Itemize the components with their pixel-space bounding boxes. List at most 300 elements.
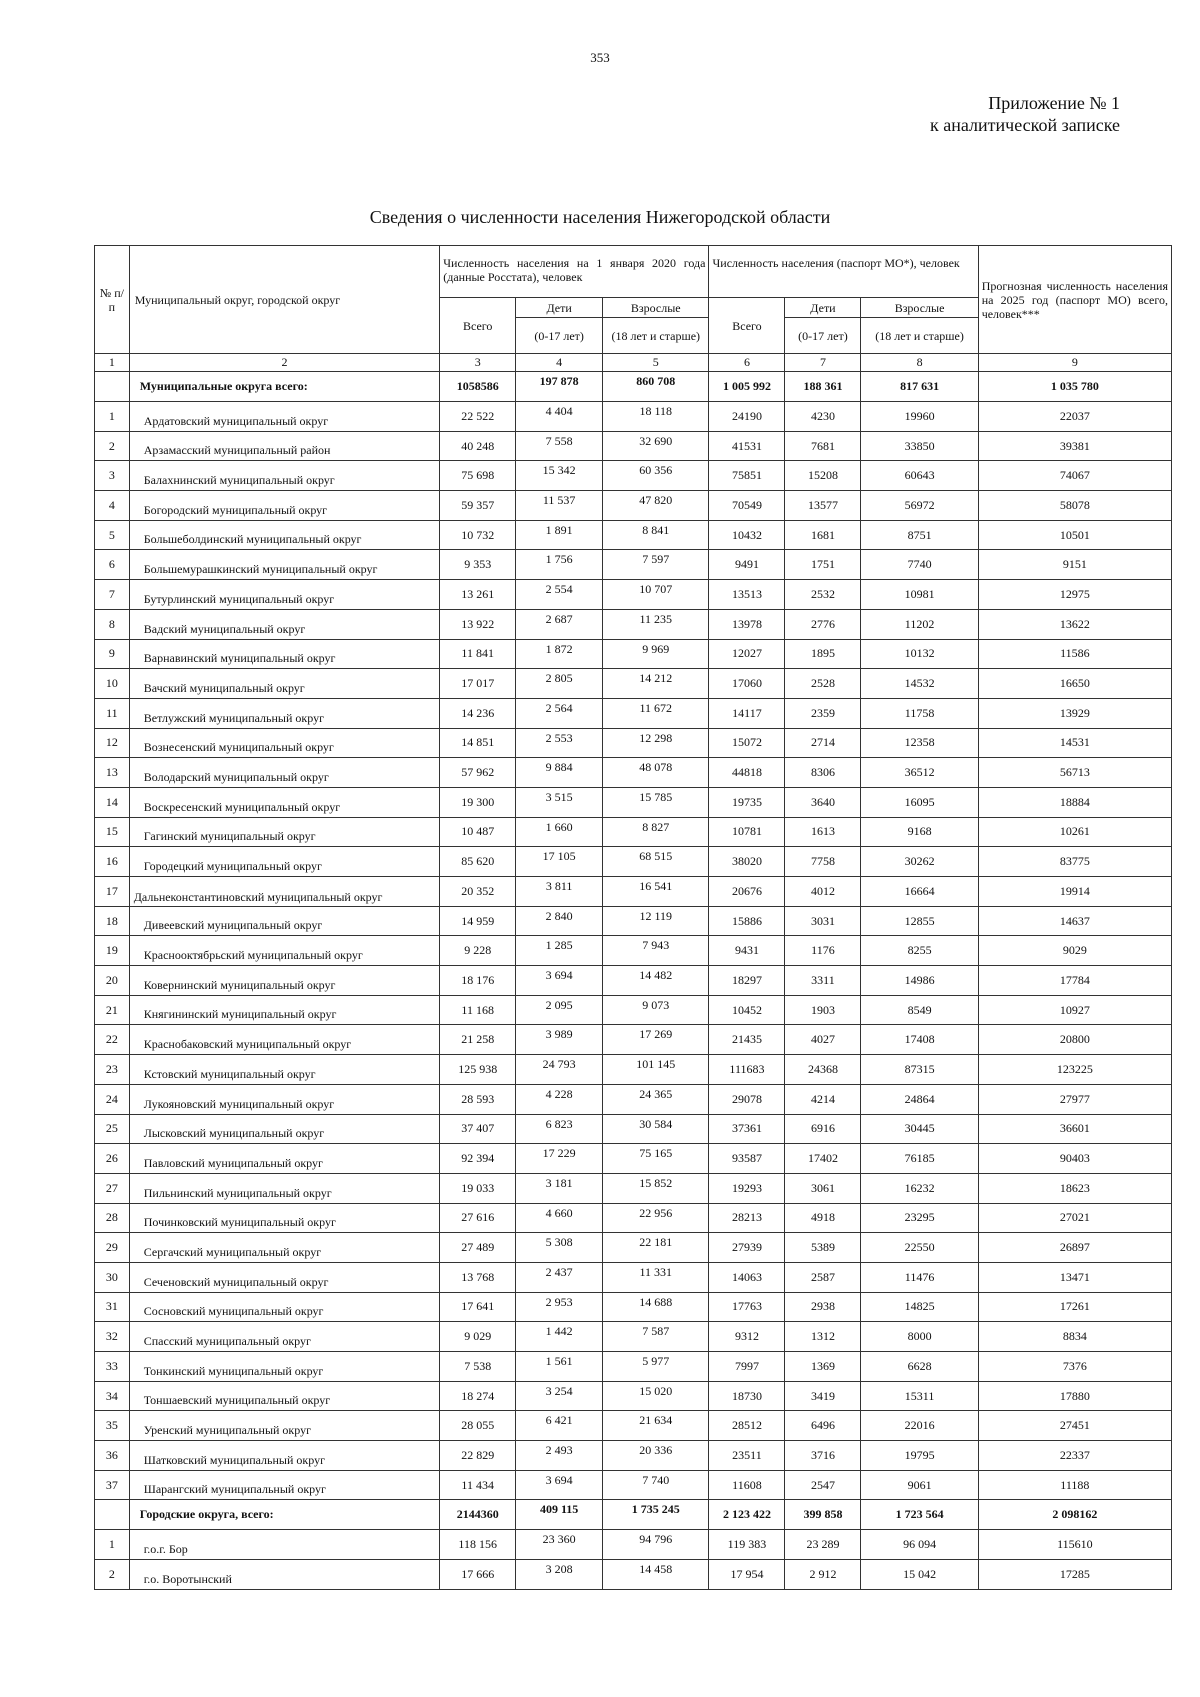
row-value: 28213 (709, 1203, 785, 1233)
row-value: 11758 (861, 698, 978, 728)
row-value: 15 042 (861, 1560, 978, 1590)
row-value: 10 732 (440, 520, 516, 550)
row-value: 9431 (709, 936, 785, 966)
row-value: 10 707 (603, 580, 709, 610)
row-value: 4027 (785, 1025, 861, 1055)
row-value: 123225 (978, 1055, 1171, 1085)
row-value: 2528 (785, 669, 861, 699)
row-value: 83775 (978, 847, 1171, 877)
row-value: 36601 (978, 1114, 1171, 1144)
row-value: 27 489 (440, 1233, 516, 1263)
row-index: 2 (95, 431, 130, 461)
table-row (95, 1441, 1172, 1471)
table-row (95, 1262, 1172, 1292)
row-value: 93587 (709, 1144, 785, 1174)
row-name: Сергачский муниципальный округ (129, 1233, 439, 1263)
row-value: 21 634 (603, 1411, 709, 1441)
row-value: 101 145 (603, 1055, 709, 1085)
row-value: 23295 (861, 1203, 978, 1233)
row-name: Шатковский муниципальный округ (129, 1441, 439, 1471)
row-index: 4 (95, 491, 130, 521)
table-row (95, 1292, 1172, 1322)
row-value: 18884 (978, 787, 1171, 817)
row-value: 57 962 (440, 758, 516, 788)
table-row (95, 669, 1172, 699)
row-value: 2587 (785, 1262, 861, 1292)
row-value: 74067 (978, 461, 1171, 491)
row-index: 25 (95, 1114, 130, 1144)
table-row (95, 1352, 1172, 1382)
row-value: 1681 (785, 520, 861, 550)
row-index: 29 (95, 1233, 130, 1263)
row-index: 7 (95, 580, 130, 610)
row-value: 1895 (785, 639, 861, 669)
row-value: 9151 (978, 550, 1171, 580)
appendix-caption (930, 92, 1120, 136)
row-value: 11586 (978, 639, 1171, 669)
row-index: 19 (95, 936, 130, 966)
row-value: 27939 (709, 1233, 785, 1263)
row-value: 21435 (709, 1025, 785, 1055)
row-name: Ковернинский муниципальный округ (129, 966, 439, 996)
header-passport-children-age: (0-17 лет) (785, 318, 861, 354)
table-row (95, 1381, 1172, 1411)
row-value: 13 261 (440, 580, 516, 610)
row-value: 11 168 (440, 995, 516, 1025)
table-row (95, 1560, 1172, 1590)
table-row (95, 1411, 1172, 1441)
row-value: 16664 (861, 877, 978, 907)
column-number: 9 (978, 354, 1171, 372)
row-value: 11 672 (603, 698, 709, 728)
row-value: 4 404 (516, 402, 603, 432)
table-row (95, 995, 1172, 1025)
row-value: 27 616 (440, 1203, 516, 1233)
table-row (95, 520, 1172, 550)
row-name: Вачский муниципальный округ (129, 669, 439, 699)
table-row (95, 1322, 1172, 1352)
row-value: 4918 (785, 1203, 861, 1233)
row-value: 17 017 (440, 669, 516, 699)
row-index: 35 (95, 1411, 130, 1441)
row-value: 11476 (861, 1262, 978, 1292)
row-value: 20 352 (440, 877, 516, 907)
header-passport: Численность населения (паспорт МО*), человек (709, 246, 978, 298)
row-value: 10501 (978, 520, 1171, 550)
row-value: 27021 (978, 1203, 1171, 1233)
row-value: 6 823 (516, 1114, 603, 1144)
row-value: 2 554 (516, 580, 603, 610)
row-index: 24 (95, 1084, 130, 1114)
row-name: Шарангский муниципальный округ (129, 1470, 439, 1500)
row-value: 10261 (978, 817, 1171, 847)
row-value: 1 891 (516, 520, 603, 550)
row-value: 1 756 (516, 550, 603, 580)
row-index: 23 (95, 1055, 130, 1085)
row-index: 1 (95, 402, 130, 432)
total-value: 399 858 (785, 1500, 861, 1530)
row-value: 7740 (861, 550, 978, 580)
row-value: 4230 (785, 402, 861, 432)
row-value: 13471 (978, 1262, 1171, 1292)
row-value: 32 690 (603, 431, 709, 461)
row-value: 11 841 (440, 639, 516, 669)
row-value: 12 298 (603, 728, 709, 758)
row-name: Кстовский муниципальный округ (129, 1055, 439, 1085)
row-value: 9061 (861, 1470, 978, 1500)
row-value: 2359 (785, 698, 861, 728)
row-index: 2 (95, 1560, 130, 1590)
row-value: 15311 (861, 1381, 978, 1411)
row-value: 118 156 (440, 1530, 516, 1560)
row-index: 8 (95, 609, 130, 639)
row-value: 13513 (709, 580, 785, 610)
row-index: 10 (95, 669, 130, 699)
header-rosstat-adults: Взрослые (603, 298, 709, 318)
row-value: 10781 (709, 817, 785, 847)
row-value: 2 437 (516, 1262, 603, 1292)
row-value: 7 558 (516, 431, 603, 461)
total-row (95, 1500, 1172, 1530)
row-index: 26 (95, 1144, 130, 1174)
column-number: 5 (603, 354, 709, 372)
row-name: Спасский муниципальный округ (129, 1322, 439, 1352)
row-value: 125 938 (440, 1055, 516, 1085)
row-value: 10432 (709, 520, 785, 550)
row-value: 9 884 (516, 758, 603, 788)
row-name: Лысковский муниципальный округ (129, 1114, 439, 1144)
row-value: 13622 (978, 609, 1171, 639)
row-value: 17261 (978, 1292, 1171, 1322)
row-value: 75 698 (440, 461, 516, 491)
row-value: 24368 (785, 1055, 861, 1085)
row-value: 8 841 (603, 520, 709, 550)
row-name: Городецкий муниципальный округ (129, 847, 439, 877)
row-value: 1613 (785, 817, 861, 847)
total-value: 409 115 (516, 1500, 603, 1530)
row-value: 13 922 (440, 609, 516, 639)
row-name: г.о.г. Бор (129, 1530, 439, 1560)
row-value: 30 584 (603, 1114, 709, 1144)
row-value: 9 353 (440, 550, 516, 580)
row-name: Сосновский муниципальный округ (129, 1292, 439, 1322)
column-number: 3 (440, 354, 516, 372)
row-name: Дальнеконстантиновский муниципальный округ (129, 877, 439, 907)
row-name: Большеболдинский муниципальный округ (129, 520, 439, 550)
row-value: 9 073 (603, 995, 709, 1025)
row-value: 24 365 (603, 1084, 709, 1114)
row-value: 16095 (861, 787, 978, 817)
row-value: 14063 (709, 1262, 785, 1292)
row-value: 37361 (709, 1114, 785, 1144)
row-value: 15 785 (603, 787, 709, 817)
row-value: 19735 (709, 787, 785, 817)
row-value: 22 829 (440, 1441, 516, 1471)
row-value: 3640 (785, 787, 861, 817)
row-name: Володарский муниципальный округ (129, 758, 439, 788)
row-value: 3 208 (516, 1560, 603, 1590)
row-value: 1369 (785, 1352, 861, 1382)
table-row (95, 1144, 1172, 1174)
table-row (95, 1114, 1172, 1144)
row-value: 17784 (978, 966, 1171, 996)
row-value: 8306 (785, 758, 861, 788)
row-value: 5 977 (603, 1352, 709, 1382)
total-value: 1 035 780 (978, 372, 1171, 402)
row-value: 10927 (978, 995, 1171, 1025)
row-value: 111683 (709, 1055, 785, 1085)
row-name: Ардатовский муниципальный округ (129, 402, 439, 432)
row-value: 18 274 (440, 1381, 516, 1411)
row-value: 8751 (861, 520, 978, 550)
page-number: 353 (590, 50, 610, 65)
row-index: 37 (95, 1470, 130, 1500)
row-value: 11608 (709, 1470, 785, 1500)
row-value: 7681 (785, 431, 861, 461)
row-value: 8000 (861, 1322, 978, 1352)
row-value: 3716 (785, 1441, 861, 1471)
row-value: 13929 (978, 698, 1171, 728)
row-value: 14117 (709, 698, 785, 728)
row-value: 96 094 (861, 1530, 978, 1560)
row-value: 115610 (978, 1530, 1171, 1560)
row-value: 15 020 (603, 1381, 709, 1411)
row-value: 5389 (785, 1233, 861, 1263)
row-index: 11 (95, 698, 130, 728)
row-value: 15 852 (603, 1173, 709, 1203)
row-value: 17 666 (440, 1560, 516, 1590)
row-value: 1 442 (516, 1322, 603, 1352)
row-value: 38020 (709, 847, 785, 877)
table-row (95, 1025, 1172, 1055)
row-value: 19293 (709, 1173, 785, 1203)
row-value: 15 342 (516, 461, 603, 491)
row-value: 48 078 (603, 758, 709, 788)
row-value: 8834 (978, 1322, 1171, 1352)
table-row (95, 1233, 1172, 1263)
row-value: 14532 (861, 669, 978, 699)
row-value: 12358 (861, 728, 978, 758)
row-value: 2 953 (516, 1292, 603, 1322)
row-value: 15208 (785, 461, 861, 491)
table-row (95, 1470, 1172, 1500)
row-index: 27 (95, 1173, 130, 1203)
row-value: 1176 (785, 936, 861, 966)
row-value: 9 228 (440, 936, 516, 966)
row-value: 28 593 (440, 1084, 516, 1114)
row-value: 14 458 (603, 1560, 709, 1590)
row-value: 7 538 (440, 1352, 516, 1382)
row-value: 9 969 (603, 639, 709, 669)
appendix-line-2: к аналитической записке (930, 115, 1120, 135)
row-index: 28 (95, 1203, 130, 1233)
row-value: 17880 (978, 1381, 1171, 1411)
row-value: 8549 (861, 995, 978, 1025)
row-name: г.о. Воротынский (129, 1560, 439, 1590)
row-value: 22016 (861, 1411, 978, 1441)
row-value: 1903 (785, 995, 861, 1025)
row-value: 4012 (785, 877, 861, 907)
row-name: Лукояновский муниципальный округ (129, 1084, 439, 1114)
row-value: 7376 (978, 1352, 1171, 1382)
column-number-row (95, 354, 1172, 372)
row-value: 9 029 (440, 1322, 516, 1352)
row-value: 15072 (709, 728, 785, 758)
total-name: Городские округа, всего: (129, 1500, 439, 1530)
row-index: 13 (95, 758, 130, 788)
row-value: 3 181 (516, 1173, 603, 1203)
row-value: 119 383 (709, 1530, 785, 1560)
row-index: 31 (95, 1292, 130, 1322)
row-index: 14 (95, 787, 130, 817)
table-row (95, 758, 1172, 788)
row-name: Тонкинский муниципальный округ (129, 1352, 439, 1382)
table-row (95, 609, 1172, 639)
row-value: 20800 (978, 1025, 1171, 1055)
row-value: 18297 (709, 966, 785, 996)
header-forecast: Прогнозная численность населения на 2025 год (паспорт МО) всего, человек*** (978, 246, 1171, 354)
total-value: 2 123 422 (709, 1500, 785, 1530)
row-value: 23 289 (785, 1530, 861, 1560)
table-row (95, 877, 1172, 907)
row-value: 2 912 (785, 1560, 861, 1590)
row-value: 2 095 (516, 995, 603, 1025)
table-row (95, 966, 1172, 996)
row-value: 10981 (861, 580, 978, 610)
row-value: 22550 (861, 1233, 978, 1263)
table-row (95, 698, 1172, 728)
row-value: 75851 (709, 461, 785, 491)
row-index: 16 (95, 847, 130, 877)
row-name: Вознесенский муниципальный округ (129, 728, 439, 758)
row-index: 3 (95, 461, 130, 491)
row-value: 2532 (785, 580, 861, 610)
row-value: 13577 (785, 491, 861, 521)
header-municipality: Муниципальный округ, городской округ (129, 246, 439, 354)
row-value: 2 840 (516, 906, 603, 936)
row-name: Тоншаевский муниципальный округ (129, 1381, 439, 1411)
row-name: Арзамасский муниципальный район (129, 431, 439, 461)
row-value: 92 394 (440, 1144, 516, 1174)
row-value: 10132 (861, 639, 978, 669)
row-value: 22 181 (603, 1233, 709, 1263)
row-index: 12 (95, 728, 130, 758)
row-value: 19795 (861, 1441, 978, 1471)
row-index: 15 (95, 817, 130, 847)
row-value: 23511 (709, 1441, 785, 1471)
row-value: 19960 (861, 402, 978, 432)
row-value: 2776 (785, 609, 861, 639)
row-index: 9 (95, 639, 130, 669)
total-index (95, 372, 130, 402)
header-rosstat-total: Всего (440, 298, 516, 354)
total-name: Муниципальные округа всего: (129, 372, 439, 402)
row-value: 36512 (861, 758, 978, 788)
row-value: 10452 (709, 995, 785, 1025)
column-number: 6 (709, 354, 785, 372)
row-value: 9312 (709, 1322, 785, 1352)
table-row (95, 431, 1172, 461)
row-value: 19914 (978, 877, 1171, 907)
row-name: Богородский муниципальный округ (129, 491, 439, 521)
row-value: 14 236 (440, 698, 516, 728)
row-value: 1312 (785, 1322, 861, 1352)
row-value: 14825 (861, 1292, 978, 1322)
row-value: 22037 (978, 402, 1171, 432)
row-index: 36 (95, 1441, 130, 1471)
table-row (95, 491, 1172, 521)
row-value: 14 959 (440, 906, 516, 936)
row-value: 24190 (709, 402, 785, 432)
row-value: 56972 (861, 491, 978, 521)
total-value: 2144360 (440, 1500, 516, 1530)
row-value: 11 235 (603, 609, 709, 639)
row-value: 56713 (978, 758, 1171, 788)
row-name: Княгининский муниципальный округ (129, 995, 439, 1025)
header-passport-adults-age: (18 лет и старше) (861, 318, 978, 354)
row-value: 24 793 (516, 1055, 603, 1085)
row-value: 16 541 (603, 877, 709, 907)
row-value: 6628 (861, 1352, 978, 1382)
row-value: 12027 (709, 639, 785, 669)
row-value: 13978 (709, 609, 785, 639)
row-name: Павловский муниципальный округ (129, 1144, 439, 1174)
row-value: 60643 (861, 461, 978, 491)
row-index: 5 (95, 520, 130, 550)
table-row (95, 1084, 1172, 1114)
row-value: 41531 (709, 431, 785, 461)
row-value: 1 285 (516, 936, 603, 966)
row-value: 19 033 (440, 1173, 516, 1203)
table-row (95, 787, 1172, 817)
total-value: 197 878 (516, 372, 603, 402)
header-num: № п/п (95, 246, 130, 354)
row-value: 94 796 (603, 1530, 709, 1560)
row-value: 3061 (785, 1173, 861, 1203)
row-value: 7 943 (603, 936, 709, 966)
column-number: 7 (785, 354, 861, 372)
row-value: 5 308 (516, 1233, 603, 1263)
row-value: 1 561 (516, 1352, 603, 1382)
row-value: 6 421 (516, 1411, 603, 1441)
table-row (95, 461, 1172, 491)
row-value: 68 515 (603, 847, 709, 877)
header-rosstat-children: Дети (516, 298, 603, 318)
row-value: 11 331 (603, 1262, 709, 1292)
row-value: 14 482 (603, 966, 709, 996)
table-row (95, 728, 1172, 758)
row-index: 34 (95, 1381, 130, 1411)
row-name: Гагинский муниципальный округ (129, 817, 439, 847)
row-value: 17763 (709, 1292, 785, 1322)
row-name: Варнавинский муниципальный округ (129, 639, 439, 669)
table-row (95, 817, 1172, 847)
total-row (95, 372, 1172, 402)
row-value: 24864 (861, 1084, 978, 1114)
row-name: Ветлужский муниципальный округ (129, 698, 439, 728)
row-value: 37 407 (440, 1114, 516, 1144)
row-value: 12975 (978, 580, 1171, 610)
row-value: 17 641 (440, 1292, 516, 1322)
row-value: 76185 (861, 1144, 978, 1174)
row-value: 17402 (785, 1144, 861, 1174)
row-value: 75 165 (603, 1144, 709, 1174)
table-row (95, 580, 1172, 610)
row-value: 29078 (709, 1084, 785, 1114)
row-value: 11 537 (516, 491, 603, 521)
table-row (95, 936, 1172, 966)
row-value: 2 553 (516, 728, 603, 758)
